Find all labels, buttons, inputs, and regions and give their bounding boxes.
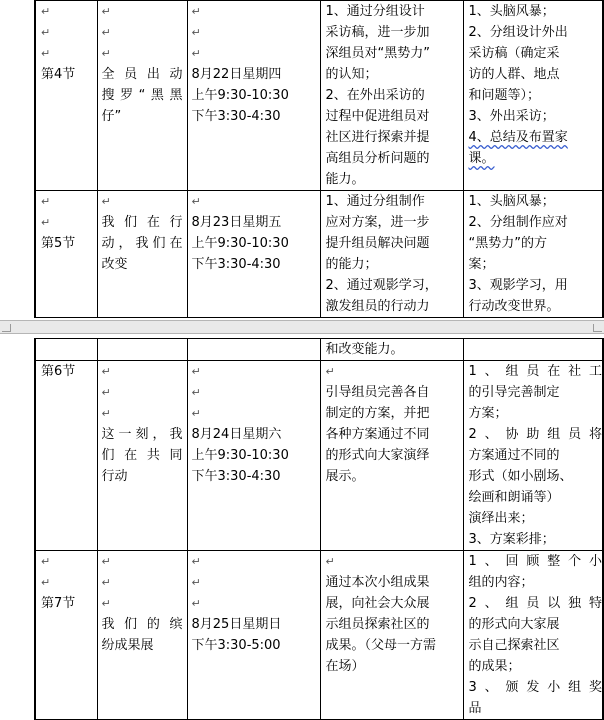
goal-line: 社区进行探索并提: [325, 130, 430, 145]
goal-line: 能力。: [325, 172, 365, 187]
goal-line: 展示。: [325, 469, 365, 484]
theme-cell: [97, 1, 187, 191]
goal-line: 制定的方案，并把: [325, 406, 430, 421]
content-line: 3、颁发小组奖: [468, 680, 602, 695]
content-line: 演绎出来；: [468, 511, 534, 526]
paragraph-mark: ↵: [41, 47, 51, 60]
theme-cell: [97, 361, 187, 551]
paragraph-mark: ↵: [191, 576, 201, 589]
theme-cell: [97, 551, 187, 720]
time-line: 上午9:30-10:30: [191, 448, 289, 463]
content-cell: [463, 361, 603, 551]
goal-line: 2、在外出采访的: [325, 88, 425, 103]
time-cell: [187, 191, 320, 318]
content-line: 2、协助组员将: [468, 427, 602, 442]
paragraph-mark: ↵: [191, 555, 201, 568]
time-line: 8月25日星期日: [191, 617, 282, 632]
goal-line: 深组员对“黑势力”: [325, 46, 430, 61]
paragraph-mark: ↵: [101, 555, 111, 568]
paragraph-mark: ↵: [191, 26, 201, 39]
theme-line: 全员出动: [101, 67, 183, 82]
page-corner-mark: [593, 324, 602, 332]
goal-cell: [320, 361, 463, 551]
goal-cell: [320, 339, 463, 361]
content-line: 1、头脑风暴；: [468, 194, 555, 209]
theme-cell: [97, 191, 187, 318]
session-cell: [35, 1, 97, 191]
content-line: 课。: [468, 151, 495, 166]
goal-cell: [320, 1, 463, 191]
paragraph-mark: ↵: [101, 5, 111, 18]
theme-line: 我们在行: [101, 215, 183, 230]
time-line: 下午3:30-4:30: [191, 469, 281, 484]
document-page-1: [0, 0, 604, 320]
time-line: 下午3:30-4:30: [191, 109, 281, 124]
paragraph-mark: ↵: [101, 576, 111, 589]
time-cell: [187, 339, 320, 361]
content-line: 方案通过不同的: [468, 448, 560, 463]
goal-line: 展，向社会大众展: [325, 596, 430, 611]
time-cell: [187, 361, 320, 551]
document-page-2: [0, 334, 604, 715]
theme-line: 搜罗“黑黑: [101, 88, 183, 103]
paragraph-mark: ↵: [101, 407, 111, 420]
paragraph-mark: ↵: [41, 555, 51, 568]
paragraph-mark: ↵: [101, 597, 111, 610]
content-line: 和问题等）；: [468, 88, 541, 103]
content-line: 绘画和朗诵等）: [468, 490, 560, 505]
time-line: 下午3:30-4:30: [191, 257, 281, 272]
content-line: 2、组员以独特: [468, 596, 602, 611]
content-line: 方案；: [468, 406, 508, 421]
goal-line: 各种方案通过不同: [325, 427, 430, 442]
paragraph-mark: ↵: [191, 47, 201, 60]
content-line: 3、外出采访；: [468, 109, 555, 124]
content-line: 组的内容；: [468, 575, 534, 590]
session-label: 第7节: [41, 596, 76, 611]
goal-line: 的能力；: [325, 257, 378, 272]
paragraph-mark: ↵: [41, 195, 51, 208]
content-line: 案；: [468, 257, 495, 272]
session-cell: [35, 551, 97, 720]
content-line: 的形式向大家展: [468, 617, 560, 632]
content-line: 形式（如小剧场、: [468, 469, 573, 484]
session-cell: [35, 339, 97, 361]
time-line: 上午9:30-10:30: [191, 236, 289, 251]
goal-line: 高组员分析问题的: [325, 151, 430, 166]
theme-line: 纷成果展: [101, 638, 154, 653]
goal-line: 1、通过分组设计: [325, 4, 425, 19]
theme-line: 行动: [101, 469, 128, 484]
goal-line: 示组员探索社区的: [325, 617, 430, 632]
goal-line: 1、通过分组制作: [325, 194, 425, 209]
page-break: [0, 320, 604, 334]
theme-line: 动，我们在: [101, 236, 183, 251]
table-row-session-4: [35, 1, 603, 191]
goal-cell: [320, 191, 463, 318]
session-label: 第5节: [41, 236, 76, 251]
content-cell: [463, 339, 603, 361]
paragraph-mark: ↵: [41, 5, 51, 18]
table-row-session-7: [35, 551, 603, 720]
content-line: 2、分组设计外出: [468, 25, 568, 40]
schedule-table-page2: [34, 338, 604, 720]
paragraph-mark: ↵: [191, 407, 201, 420]
session-label: 第6节: [41, 364, 76, 379]
content-cell: [463, 551, 603, 720]
content-line: “黑势力”的方: [468, 236, 547, 251]
goal-line: 过程中促进组员对: [325, 109, 430, 124]
paragraph-mark: ↵: [101, 47, 111, 60]
goal-line: 成果。（父母一方需: [325, 638, 437, 653]
content-line: 访的人群、地点: [468, 67, 560, 82]
paragraph-mark: ↵: [41, 26, 51, 39]
session-cell: [35, 361, 97, 551]
content-line: 行动改变世界。: [468, 299, 560, 314]
content-line: 品: [468, 701, 482, 716]
paragraph-mark: ↵: [191, 365, 201, 378]
content-cell: [463, 1, 603, 191]
paragraph-mark: ↵: [191, 5, 201, 18]
goal-continuation: 和改变能力。: [325, 342, 404, 357]
time-cell: [187, 551, 320, 720]
table-row-continuation: [35, 339, 603, 361]
content-line: 1、回顾整个小: [468, 554, 602, 569]
paragraph-mark: ↵: [191, 195, 201, 208]
content-line: 的成果；: [468, 659, 521, 674]
goal-line: 通过本次小组成果: [325, 575, 430, 590]
goal-line: 在场）: [325, 659, 365, 674]
content-line: 3、方案彩排；: [468, 532, 555, 547]
theme-line: 们在共同: [101, 448, 183, 463]
page-corner-mark: [2, 324, 11, 332]
content-line: 4、总结及布置家: [468, 130, 568, 145]
goal-line: 的认知；: [325, 67, 378, 82]
goal-line: 2、通过观影学习，: [325, 278, 438, 293]
time-line: 上午9:30-10:30: [191, 88, 289, 103]
paragraph-mark: ↵: [41, 216, 51, 229]
theme-line: 我们的缤: [101, 617, 183, 632]
content-line: 示自己探索社区: [468, 638, 560, 653]
goal-line: 提升组员解决问题: [325, 236, 430, 251]
paragraph-mark: ↵: [41, 576, 51, 589]
content-line: 1、头脑风暴；: [468, 4, 555, 19]
theme-line: 仔”: [101, 109, 122, 124]
content-line: 2、分组制作应对: [468, 215, 568, 230]
paragraph-mark: ↵: [101, 365, 111, 378]
schedule-table-page1: [34, 0, 604, 318]
time-line: 下午3:30-5:00: [191, 638, 281, 653]
goal-line: 激发组员的行动力: [325, 299, 430, 314]
table-row-session-5: [35, 191, 603, 318]
content-line: 的引导完善制定: [468, 385, 560, 400]
goal-line: 的形式向大家演绎: [325, 448, 430, 463]
paragraph-mark: ↵: [191, 597, 201, 610]
theme-cell: [97, 339, 187, 361]
goal-line: 引导组员完善各自: [325, 385, 430, 400]
goal-cell: [320, 551, 463, 720]
time-cell: [187, 1, 320, 191]
paragraph-mark: ↵: [191, 386, 201, 399]
table-row-session-6: [35, 361, 603, 551]
session-cell: [35, 191, 97, 318]
paragraph-mark: ↵: [325, 365, 335, 378]
paragraph-mark: ↵: [101, 386, 111, 399]
theme-line: 这一刻，我: [101, 427, 183, 442]
content-line: 采访稿（确定采: [468, 46, 560, 61]
paragraph-mark: ↵: [101, 195, 111, 208]
content-line: 3、观影学习，用: [468, 278, 568, 293]
time-line: 8月23日星期五: [191, 215, 282, 230]
content-cell: [463, 191, 603, 318]
theme-line: 改变: [101, 257, 128, 272]
goal-line: 采访稿，进一步加: [325, 25, 430, 40]
paragraph-mark: ↵: [101, 26, 111, 39]
session-label: 第4节: [41, 67, 76, 82]
goal-line: 应对方案，进一步: [325, 215, 430, 230]
time-line: 8月24日星期六: [191, 427, 282, 442]
time-line: 8月22日星期四: [191, 67, 282, 82]
content-line: 1、组员在社工: [468, 364, 602, 379]
paragraph-mark: ↵: [325, 555, 335, 568]
